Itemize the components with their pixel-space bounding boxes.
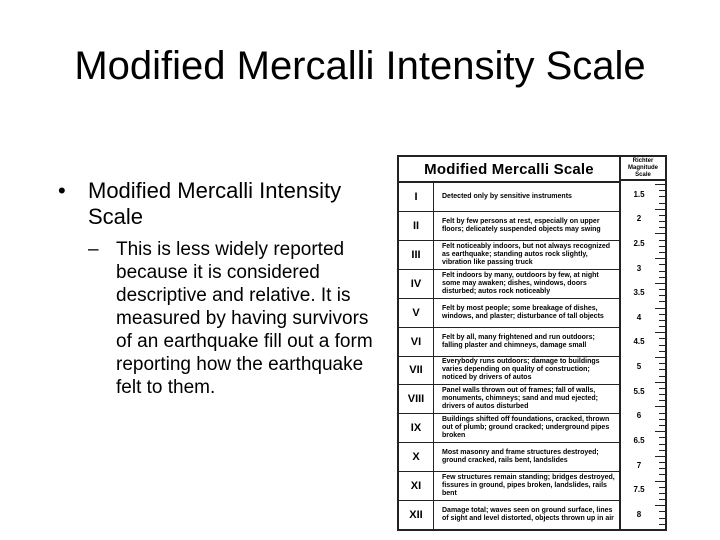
bullet-item <box>58 178 358 230</box>
richter-tick-mark <box>659 221 665 222</box>
mercalli-row <box>399 328 619 357</box>
mercalli-level-description: Felt by all, many frightened and run outdoors; falling plaster and chimneys, damage small <box>442 333 595 349</box>
richter-tick-label: 6 <box>636 411 642 421</box>
richter-tick-label: 6.5 <box>633 436 645 446</box>
richter-tick-mark <box>659 425 665 426</box>
richter-tick-mark <box>659 320 665 321</box>
richter-tick-mark <box>659 524 665 525</box>
richter-tick-label: 2 <box>636 214 642 224</box>
richter-tick-label: 3 <box>636 263 642 273</box>
richter-tick-label: 2.5 <box>633 238 645 248</box>
slide-title: Modified Mercalli Intensity Scale <box>74 44 646 88</box>
mercalli-level-number: XI <box>399 472 434 500</box>
mercalli-level-number: III <box>399 241 434 269</box>
mercalli-level-description: Few structures remain standing; bridges destroyed, fissures in ground, pipes broken, landslides, rails bent <box>442 474 615 498</box>
mercalli-level-description: Felt indoors by many, outdoors by few, at night some may awaken; dishes, windows, doors disturbed; autos rock noticeably <box>442 271 599 295</box>
richter-tick-mark <box>655 481 665 482</box>
richter-tick-mark <box>659 437 665 438</box>
richter-tick-mark <box>659 388 665 389</box>
richter-tick-mark <box>655 233 665 234</box>
richter-tick-mark <box>659 351 665 352</box>
richter-tick-mark <box>659 190 665 191</box>
sub-bullet-dash-icon: – <box>88 239 99 260</box>
mercalli-level-number: IX <box>399 414 434 442</box>
mercalli-row <box>399 443 619 472</box>
mercalli-level-number: XII <box>399 501 434 529</box>
richter-scale-column <box>621 155 667 531</box>
richter-tick-mark <box>655 332 665 333</box>
richter-tick-mark <box>659 246 665 247</box>
richter-tick-mark <box>655 406 665 407</box>
mercalli-level-description: Detected only by sensitive instruments <box>442 192 572 200</box>
richter-tick-mark <box>655 184 665 185</box>
richter-tick-mark <box>659 419 665 420</box>
mercalli-row <box>399 472 619 501</box>
richter-tick-mark <box>659 369 665 370</box>
mercalli-table <box>397 155 621 531</box>
richter-tick-mark <box>659 252 665 253</box>
richter-tick-label: 4.5 <box>633 337 645 347</box>
richter-tick-mark <box>659 394 665 395</box>
richter-tick-mark <box>659 487 665 488</box>
richter-tick-mark <box>659 376 665 377</box>
richter-tick-mark <box>655 258 665 259</box>
richter-tick-mark <box>659 271 665 272</box>
mercalli-level-description: Panel walls thrown out of frames; fall of walls, monuments, chimneys; sand and mud ejected; drivers of autos disturbed <box>442 387 598 411</box>
richter-tick-mark <box>659 295 665 296</box>
mercalli-row <box>399 357 619 386</box>
mercalli-level-description: Most masonry and frame structures destroyed; ground cracked, rails bent, landslides <box>442 449 599 465</box>
mercalli-row <box>399 241 619 270</box>
mercalli-level-number: X <box>399 443 434 471</box>
richter-tick-mark <box>659 314 665 315</box>
mercalli-level-number: II <box>399 212 434 240</box>
richter-tick-mark <box>659 240 665 241</box>
richter-tick-mark <box>655 308 665 309</box>
richter-header: Richter Magnitude Scale <box>621 157 665 181</box>
richter-tick-mark <box>655 209 665 210</box>
richter-tick-mark <box>655 357 665 358</box>
richter-tick-mark <box>655 505 665 506</box>
richter-tick-mark <box>659 264 665 265</box>
richter-tick-mark <box>659 518 665 519</box>
richter-tick-mark <box>659 326 665 327</box>
richter-tick-mark <box>659 345 665 346</box>
richter-tick-mark <box>659 301 665 302</box>
richter-tick-mark <box>659 468 665 469</box>
richter-tick-mark <box>659 227 665 228</box>
mercalli-level-number: V <box>399 299 434 327</box>
richter-tick-label: 4 <box>636 312 642 322</box>
richter-tick-mark <box>659 203 665 204</box>
richter-tick-label: 1.5 <box>633 189 645 199</box>
richter-tick-label: 7.5 <box>633 485 645 495</box>
richter-tick-mark <box>659 474 665 475</box>
mercalli-row <box>399 270 619 299</box>
mercalli-level-description: Felt noticeably indoors, but not always recognized as earthquake; standing autos rock slightly, vibration like passing truck <box>442 242 611 266</box>
richter-tick-mark <box>655 431 665 432</box>
richter-tick-mark <box>659 499 665 500</box>
richter-tick-mark <box>659 450 665 451</box>
mercalli-level-description: Felt by few persons at rest, especially on upper floors; delicately suspended objects may swing <box>442 217 601 233</box>
richter-tick-label: 5.5 <box>633 386 645 396</box>
mercalli-row <box>399 299 619 328</box>
richter-tick-mark <box>659 215 665 216</box>
richter-tick-mark <box>659 493 665 494</box>
sub-bullet-item <box>88 238 376 399</box>
richter-tick-label: 8 <box>636 509 642 519</box>
mercalli-level-description: Buildings shifted off foundations, cracked, thrown out of plumb; ground cracked; underground pipes broken <box>442 416 610 440</box>
richter-tick-label: 3.5 <box>633 288 645 298</box>
mercalli-row <box>399 414 619 443</box>
richter-tick-mark <box>659 511 665 512</box>
richter-tick-mark <box>659 338 665 339</box>
richter-tick-mark <box>655 283 665 284</box>
mercalli-level-number: VII <box>399 357 434 385</box>
mercalli-level-number: IV <box>399 270 434 298</box>
mercalli-row <box>399 212 619 241</box>
mercalli-level-number: VIII <box>399 385 434 413</box>
richter-tick-mark <box>659 400 665 401</box>
richter-tick-mark <box>659 289 665 290</box>
mercalli-level-description: Damage total; waves seen on ground surface, lines of sight and level distorted, objects thrown up in air <box>442 507 614 523</box>
bullet-list <box>58 178 373 399</box>
richter-tick-mark <box>659 462 665 463</box>
mercalli-row <box>399 183 619 212</box>
mercalli-level-number: I <box>399 183 434 211</box>
richter-tick-mark <box>655 456 665 457</box>
mercalli-row <box>399 385 619 414</box>
bullet-dot-icon: • <box>58 178 66 203</box>
richter-tick-label: 5 <box>636 362 642 372</box>
richter-tick-mark <box>659 363 665 364</box>
richter-tick-mark <box>659 444 665 445</box>
richter-tick-mark <box>659 277 665 278</box>
mercalli-scale-figure <box>397 155 667 533</box>
mercalli-row <box>399 501 619 529</box>
mercalli-level-number: VI <box>399 328 434 356</box>
richter-tick-mark <box>659 413 665 414</box>
bullet-text: Modified Mercalli Intensity Scale <box>88 178 342 229</box>
mercalli-level-description: Everybody runs outdoors; damage to buildings varies depending on quality of construction; noticed by drivers of autos <box>442 358 600 382</box>
mercalli-table-header: Modified Mercalli Scale <box>399 157 619 183</box>
mercalli-level-description: Felt by most people; some breakage of dishes, windows, and plaster; disturbance of tall objects <box>442 304 604 320</box>
richter-tick-label: 7 <box>636 460 642 470</box>
sub-bullet-text: This is less widely reported because it is considered descriptive and relative. It is measured by having survivors of an earthquake fill out a form reporting how the earthquake felt to them. <box>116 239 373 398</box>
richter-tick-mark <box>659 196 665 197</box>
richter-tick-mark <box>655 382 665 383</box>
